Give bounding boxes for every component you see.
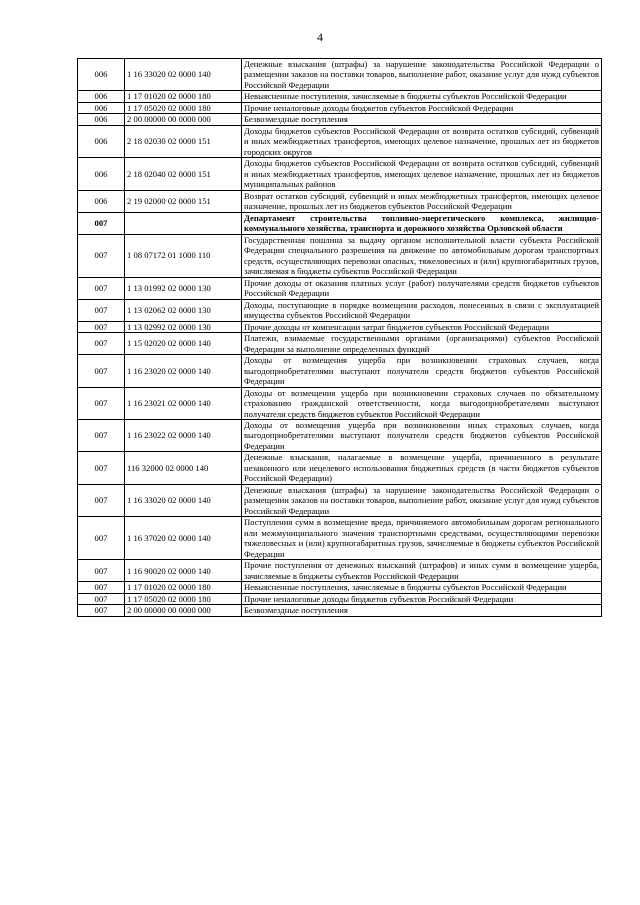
table-row [78,582,602,593]
revenue-name-cell: Доходы от возмещения ущерба при возникновении иных страховых случаев, когда выгодоприобретателями выступают получатели средств бюджетов субъектов Российской Федерации [242,419,602,451]
table-row [78,333,602,355]
revenue-code-cell: 1 16 37020 02 0000 140 [125,517,242,560]
table-row [78,190,602,212]
revenue-code-cell: 116 32000 02 0000 140 [125,452,242,484]
admin-code-cell: 007 [78,212,125,234]
table-row [78,419,602,451]
admin-code-cell: 007 [78,452,125,484]
revenue-name-cell: Доходы, поступающие в порядке возмещения расходов, понесенных в связи с эксплуатацией имущества субъектов Российской Федерации [242,299,602,321]
revenue-code-cell: 1 16 33020 02 0000 140 [125,59,242,91]
revenue-code-cell: 1 17 01020 02 0000 180 [125,91,242,102]
revenue-code-cell: 1 16 23021 02 0000 140 [125,387,242,419]
admin-code-cell: 007 [78,277,125,299]
revenue-code-cell: 1 16 33020 02 0000 140 [125,484,242,516]
admin-code-cell: 006 [78,158,125,190]
admin-code-cell: 007 [78,605,125,616]
table-row [78,59,602,91]
table-row [78,387,602,419]
table-row [78,299,602,321]
admin-code-cell: 007 [78,419,125,451]
revenue-code-cell: 2 00 00000 00 0000 000 [125,114,242,125]
admin-code-cell: 006 [78,114,125,125]
revenue-code-cell: 1 17 05020 02 0000 180 [125,593,242,604]
revenue-code-cell: 2 00 00000 00 0000 000 [125,605,242,616]
revenue-code-cell: 2 18 02040 02 0000 151 [125,158,242,190]
revenue-name-cell: Денежные взыскания, налагаемые в возмещение ущерба, причиненного в результате незаконного или нецелевого использования бюджетных средств (в части бюджетов субъектов Российской Федерации) [242,452,602,484]
revenue-name-cell: Возврат остатков субсидий, субвенций и иных межбюджетных трансфертов, имеющих целевое назначение, прошлых лет из бюджетов субъектов Российской Федерации [242,190,602,212]
revenue-name-cell: Департамент строительства топливно-энергетического комплекса, жилищно-коммунального хозяйства, транспорта и дорожного хозяйства Орловской области [242,212,602,234]
revenue-code-cell: 1 13 02992 02 0000 130 [125,321,242,332]
revenue-code-cell: 1 17 01020 02 0000 180 [125,582,242,593]
revenue-code-cell: 1 16 90020 02 0000 140 [125,560,242,582]
revenue-name-cell: Безвозмездные поступления [242,605,602,616]
admin-code-cell: 006 [78,125,125,157]
revenue-name-cell: Доходы бюджетов субъектов Российской Федерации от возврата остатков субсидий, субвенций и иных межбюджетных трансфертов, имеющих целевое назначение, прошлых лет из бюджетов городских округов [242,125,602,157]
revenue-code-cell: 1 16 23022 02 0000 140 [125,419,242,451]
revenue-name-cell: Невыясненные поступления, зачисляемые в бюджеты субъектов Российской Федерации [242,582,602,593]
table-row [78,517,602,560]
revenue-name-cell: Поступления сумм в возмещение вреда, причиняемого автомобильным дорогам регионального или межмуниципального значения транспортными средствами, осуществляющими перевозки тяжеловесных и (или) крупногабаритных грузов, зачисляемые в бюджеты субъектов Российской Федерации [242,517,602,560]
revenue-code-cell: 1 13 01992 02 0000 130 [125,277,242,299]
admin-code-cell: 007 [78,517,125,560]
admin-code-cell: 007 [78,593,125,604]
department-row [78,212,602,234]
table-row [78,484,602,516]
admin-code-cell: 007 [78,560,125,582]
revenue-name-cell: Безвозмездные поступления [242,114,602,125]
admin-code-cell: 007 [78,484,125,516]
revenue-code-cell [125,212,242,234]
table-row [78,114,602,125]
table-row [78,158,602,190]
admin-code-cell: 007 [78,321,125,332]
revenue-name-cell: Доходы от возмещения ущерба при возникновении страховых случаев по обязательному страхованию гражданской ответственности, когда выгодоприобретателями выступают получатели средств бюджетов субъектов Российской Федерации [242,387,602,419]
admin-code-cell: 006 [78,102,125,113]
admin-code-cell: 006 [78,59,125,91]
revenue-code-cell: 1 13 02062 02 0000 130 [125,299,242,321]
admin-code-cell: 007 [78,387,125,419]
revenue-name-cell: Прочие доходы от компенсации затрат бюджетов субъектов Российской Федерации [242,321,602,332]
revenue-name-cell: Денежные взыскания (штрафы) за нарушение законодательства Российской Федерации о размещении заказов на поставки товаров, выполнение работ, оказание услуг для нужд субъектов Российской Федерации [242,484,602,516]
table-row [78,605,602,616]
admin-code-cell: 007 [78,333,125,355]
table-row [78,560,602,582]
table-row [78,321,602,332]
admin-code-cell: 007 [78,234,125,277]
table-row [78,91,602,102]
revenue-code-cell: 2 19 02000 02 0000 151 [125,190,242,212]
revenue-name-cell: Денежные взыскания (штрафы) за нарушение законодательства Российской Федерации о размещении заказов на поставки товаров, выполнение работ, оказание услуг для нужд субъектов Российской Федерации [242,59,602,91]
admin-code-cell: 007 [78,582,125,593]
table-row [78,125,602,157]
revenue-name-cell: Прочие неналоговые доходы бюджетов субъектов Российской Федерации [242,102,602,113]
table-row [78,277,602,299]
page-number: 4 [317,30,323,44]
revenue-name-cell: Доходы бюджетов субъектов Российской Федерации от возврата остатков субсидий, субвенций и иных межбюджетных трансфертов, имеющих целевое назначение, прошлых лет из бюджетов муниципальных районов [242,158,602,190]
table-row [78,355,602,387]
revenue-name-cell: Доходы от возмещения ущерба при возникновении страховых случаев, когда выгодоприобретателями выступают получатели средств бюджетов субъектов Российской Федерации [242,355,602,387]
table-row [78,234,602,277]
revenue-code-cell: 1 16 23020 02 0000 140 [125,355,242,387]
table-row [78,452,602,484]
revenue-name-cell: Платежи, взимаемые государственными органами (организациями) субъектов Российской Федерации за выполнение определенных функций [242,333,602,355]
revenue-name-cell: Невыясненные поступления, зачисляемые в бюджеты субъектов Российской Федерации [242,91,602,102]
table-row [78,102,602,113]
admin-code-cell: 006 [78,190,125,212]
table-row [78,593,602,604]
revenue-name-cell: Прочие неналоговые доходы бюджетов субъектов Российской Федерации [242,593,602,604]
revenue-name-cell: Прочие доходы от оказания платных услуг (работ) получателями средств бюджетов субъектов Российской Федерации [242,277,602,299]
admin-code-cell: 006 [78,91,125,102]
revenue-code-cell: 1 15 02020 02 0000 140 [125,333,242,355]
revenue-code-cell: 1 17 05020 02 0000 180 [125,102,242,113]
revenue-code-cell: 1 08 07172 01 1000 110 [125,234,242,277]
admin-code-cell: 007 [78,355,125,387]
revenue-code-cell: 2 18 02030 02 0000 151 [125,125,242,157]
admin-code-cell: 007 [78,299,125,321]
revenue-code-table [77,58,602,617]
revenue-name-cell: Государственная пошлина за выдачу органом исполнительной власти субъекта Российской Федерации специального разрешения на движение по автомобильным дорогам транспортных средств, осуществляющих перевозки опасных, тяжеловесных и (или) крупногабаритных грузов, зачисляемая в бюджеты субъектов Российской Федерации [242,234,602,277]
revenue-name-cell: Прочие поступления от денежных взысканий (штрафов) и иных сумм в возмещение ущерба, зачисляемые в бюджеты субъектов Российской Федерации [242,560,602,582]
